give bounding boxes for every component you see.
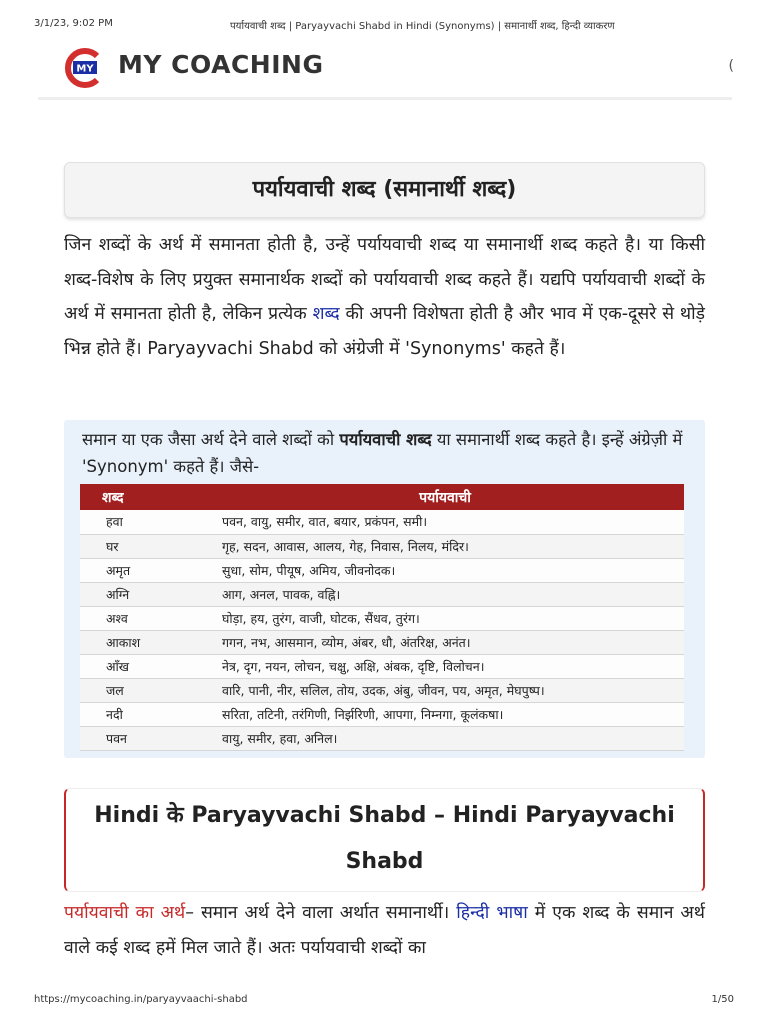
synonym-table (80, 484, 684, 751)
section-heading: Hindi के Paryayvachi Shabd – Hindi Paryayvachi Shabd (94, 803, 675, 874)
cell-synonyms: सुधा, सोम, पीयूष, अमिय, जीवनोदक। (206, 558, 684, 582)
print-title: पर्यायवाची शब्द | Paryayvachi Shabd in Hindi (Synonyms) | समानार्थी शब्द, हिन्दी व्याकरण (230, 21, 615, 32)
cell-synonyms: सरिता, तटिनी, तरंगिणी, निर्झरिणी, आपगा, निम्नगा, कूलंकषा। (206, 702, 684, 726)
table-row (80, 606, 684, 630)
table-row (80, 510, 684, 534)
section-heading-box (64, 788, 705, 892)
header-synonyms: पर्यायवाची (206, 484, 684, 510)
cell-word: हवा (80, 510, 206, 534)
meaning-text-1: – समान अर्थ देने वाला अर्थात समानार्थी। (185, 903, 457, 923)
table-row (80, 678, 684, 702)
intro-text-1: जिन शब्दों के अर्थ में समानता होती है, उन्हें पर्यायवाची शब्द या समानार्थी शब्द कहते है। या किसी शब्द-विशेष के लिए प्रयुक्त समानार्थक शब्दों को पर्यायवाची शब्द कहते हैं। यद्यपि पर्यायवाची शब्दों के अर्थ में समानता होती है, लेकिन प्रत्येक (64, 235, 705, 324)
table-row (80, 726, 684, 750)
cell-synonyms: गगन, नभ, आसमान, व्योम, अंबर, धौ, अंतरिक्ष, अनंत। (206, 630, 684, 654)
page-number: 1/50 (711, 994, 734, 1005)
shabd-link[interactable]: शब्द (312, 304, 340, 324)
meaning-paragraph (64, 896, 705, 966)
brand-name[interactable]: MY COACHING (118, 50, 324, 79)
table-row (80, 630, 684, 654)
cell-synonyms: घोड़ा, हय, तुरंग, वाजी, घोटक, सैंधव, तुरंग। (206, 606, 684, 630)
hindi-bhasha-link[interactable]: हिन्दी भाषा (456, 903, 528, 923)
menu-icon[interactable]: ( (728, 58, 734, 74)
print-header (0, 0, 768, 32)
logo-letters: MY (76, 63, 94, 75)
print-datetime: 3/1/23, 9:02 PM (34, 18, 113, 29)
example-bold: पर्यायवाची शब्द (339, 430, 432, 449)
example-intro (82, 426, 694, 480)
cell-word: अश्व (80, 606, 206, 630)
cell-word: नदी (80, 702, 206, 726)
cell-word: जल (80, 678, 206, 702)
cell-word: अग्नि (80, 582, 206, 606)
cell-word: अमृत (80, 558, 206, 582)
cell-synonyms: वायु, समीर, हवा, अनिल। (206, 726, 684, 750)
cell-synonyms: वारि, पानी, नीर, सलिल, तोय, उदक, अंबु, जीवन, पय, अमृत, मेघपुष्प। (206, 678, 684, 702)
table-header-row (80, 484, 684, 510)
intro-paragraph (64, 228, 705, 366)
table-row (80, 582, 684, 606)
table-row (80, 534, 684, 558)
cell-word: आकाश (80, 630, 206, 654)
cell-word: घर (80, 534, 206, 558)
cell-word: आँख (80, 654, 206, 678)
page-title: पर्यायवाची शब्द (समानार्थी शब्द) (252, 177, 517, 202)
cell-synonyms: गृह, सदन, आवास, आलय, गेह, निवास, निलय, मंदिर। (206, 534, 684, 558)
intro-text-2: की अपनी विशेषता होती है और भाव में एक-दूसरे से थोड़े भिन्न होते हैं। Paryayvachi Shabd को अंग्रेजी में 'Synonyms' कहते हैं। (64, 304, 705, 359)
meaning-text-2: में एक शब्द के समान अर्थ वाले कई शब्द हमें मिल जाते हैं। अतः पर्यायवाची शब्दों का (64, 903, 705, 958)
table-row (80, 558, 684, 582)
table-row (80, 654, 684, 678)
header-word: शब्द (80, 484, 206, 510)
site-header (38, 44, 732, 100)
example-text-1: समान या एक जैसा अर्थ देने वाले शब्दों को (82, 430, 340, 449)
site-logo-icon[interactable] (64, 48, 104, 88)
cell-synonyms: आग, अनल, पावक, वह्नि। (206, 582, 684, 606)
page-heading-box (64, 162, 705, 218)
meaning-link[interactable]: पर्यायवाची का अर्थ (64, 903, 186, 923)
example-text-2: या समानार्थी शब्द कहते है। इन्हें अंग्रेज़ी में 'Synonym' कहते हैं। जैसे- (82, 430, 683, 476)
table-row (80, 702, 684, 726)
print-url: https://mycoaching.in/paryayvaachi-shabd (34, 994, 248, 1005)
cell-word: पवन (80, 726, 206, 750)
cell-synonyms: पवन, वायु, समीर, वात, बयार, प्रकंपन, समी। (206, 510, 684, 534)
cell-synonyms: नेत्र, दृग, नयन, लोचन, चक्षु, अक्षि, अंबक, दृष्टि, विलोचन। (206, 654, 684, 678)
